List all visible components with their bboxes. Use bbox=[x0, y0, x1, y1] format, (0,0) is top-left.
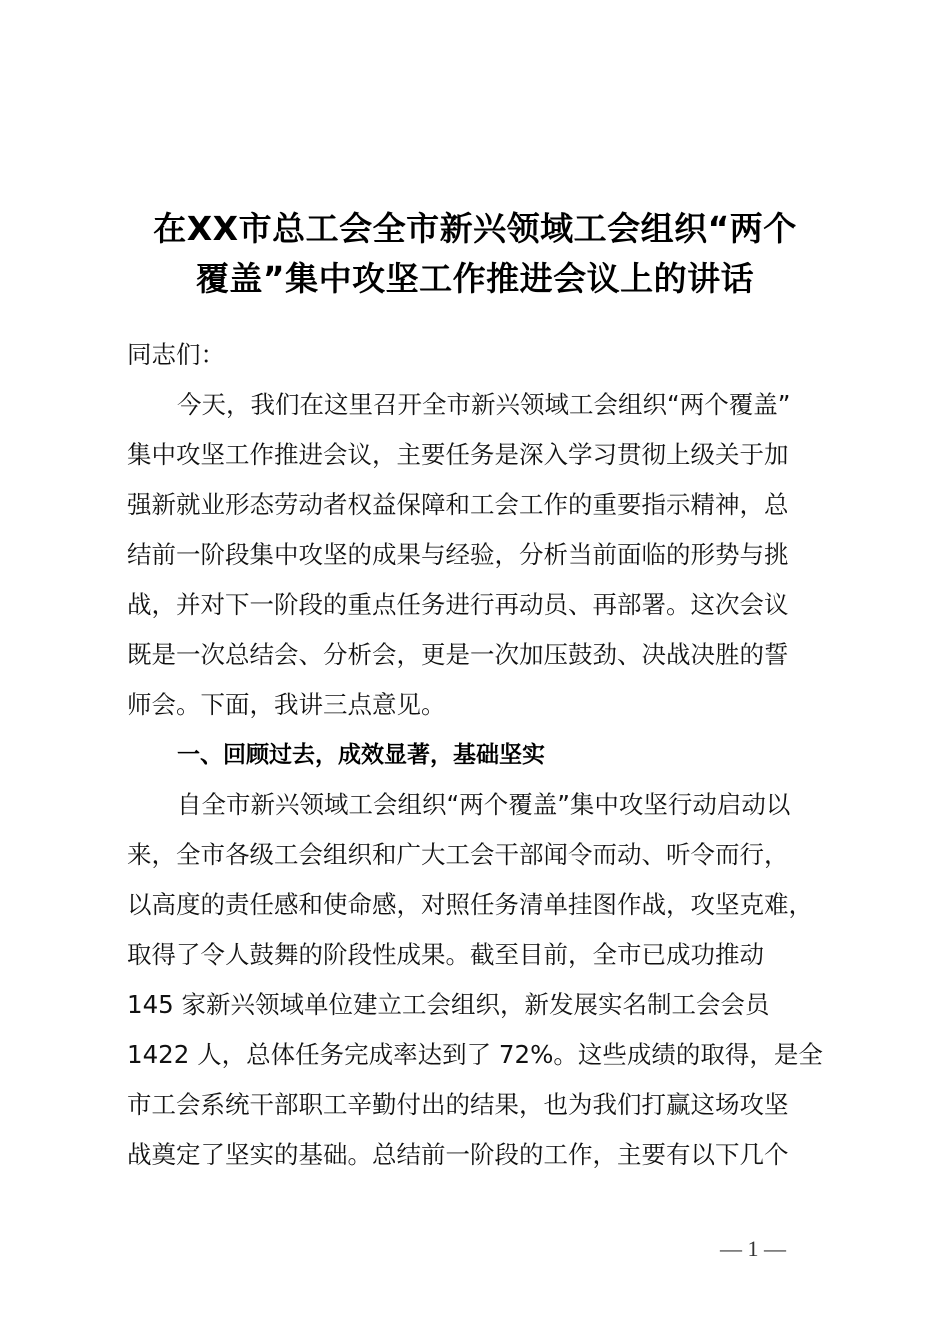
paragraph-line: 战奠定了坚实的基础。总结前一阶段的工作，主要有以下几个 bbox=[127, 1140, 789, 1169]
paragraph-line: 今天，我们在这里召开全市新兴领域工会组织“两个覆盖” bbox=[177, 390, 791, 419]
salutation: 同志们： bbox=[127, 340, 225, 369]
title-line-1: 在XX市总工会全市新兴领域工会组织“两个 bbox=[153, 209, 797, 249]
paragraph-line: 以高度的责任感和使命感，对照任务清单挂图作战，攻坚克难， bbox=[127, 890, 813, 919]
document-body bbox=[127, 330, 837, 1180]
paragraph-line: 结前一阶段集中攻坚的成果与经验，分析当前面临的形势与挑 bbox=[127, 540, 789, 569]
paragraph-line: 145 家新兴领域单位建立工会组织，新发展实名制工会会员 bbox=[127, 990, 770, 1019]
paragraph-line: 取得了令人鼓舞的阶段性成果。截至目前，全市已成功推动 bbox=[127, 940, 764, 969]
paragraph-line: 既是一次总结会、分析会，更是一次加压鼓劲、决战决胜的誓 bbox=[127, 640, 789, 669]
paragraph-achievements bbox=[127, 780, 837, 1180]
paragraph-line: 战，并对下一阶段的重点任务进行再动员、再部署。这次会议 bbox=[127, 590, 789, 619]
paragraph-line: 市工会系统干部职工辛勤付出的结果，也为我们打赢这场攻坚 bbox=[127, 1090, 789, 1119]
paragraph-line: 师会。下面，我讲三点意见。 bbox=[127, 690, 446, 719]
paragraph-line: 集中攻坚工作推进会议，主要任务是深入学习贯彻上级关于加 bbox=[127, 440, 789, 469]
title-line-2: 覆盖”集中攻坚工作推进会议上的讲话 bbox=[195, 259, 755, 299]
paragraph-line: 来，全市各级工会组织和广大工会干部闻令而动、听令而行， bbox=[127, 840, 789, 869]
document-title bbox=[110, 204, 840, 304]
paragraph-line: 1422 人，总体任务完成率达到了 72%。这些成绩的取得，是全 bbox=[127, 1040, 823, 1069]
section-heading-1: 一、回顾过去，成效显著，基础坚实 bbox=[177, 742, 545, 768]
paragraph-line: 强新就业形态劳动者权益保障和工会工作的重要指示精神，总 bbox=[127, 490, 789, 519]
page-number: — 1 — bbox=[720, 1236, 786, 1261]
paragraph-line: 自全市新兴领域工会组织“两个覆盖”集中攻坚行动启动以 bbox=[177, 790, 791, 819]
paragraph-opening bbox=[127, 380, 837, 730]
